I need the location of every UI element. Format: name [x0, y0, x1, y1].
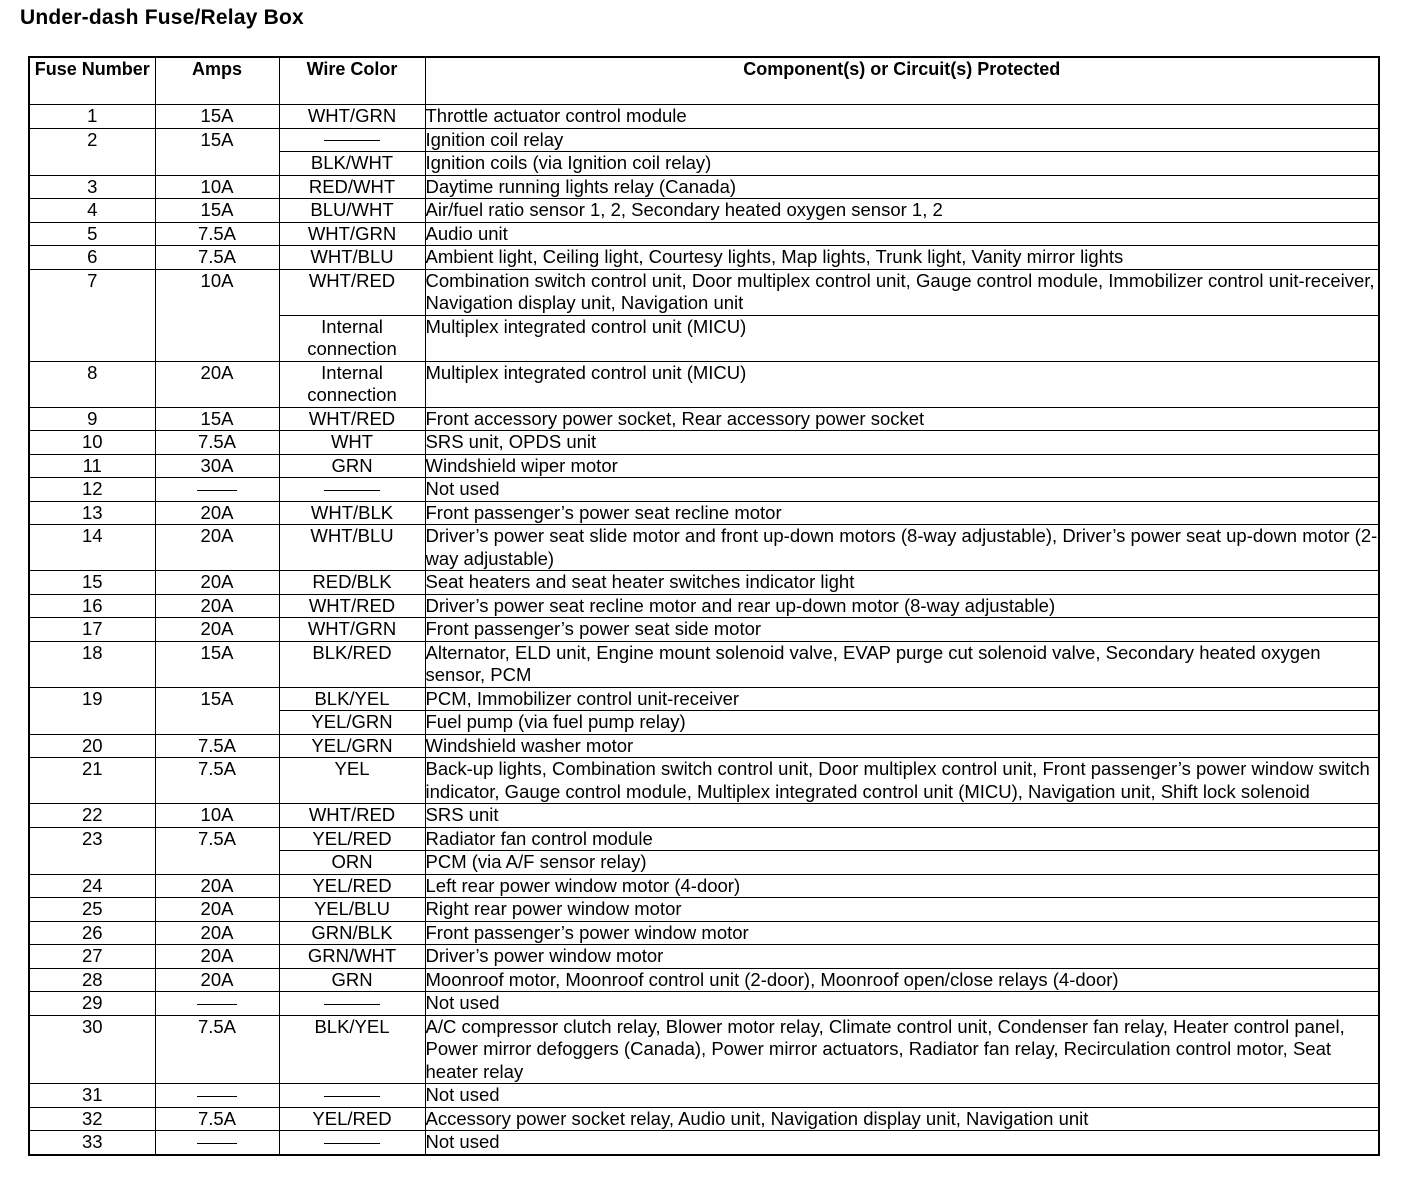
amps-cell: [155, 1084, 279, 1108]
amps-cell: [155, 992, 279, 1016]
table-row: [29, 1131, 1379, 1155]
component-cell: Multiplex integrated control unit (MICU): [425, 315, 1379, 361]
table-row: [29, 758, 1379, 804]
fuse-number-cell: 26: [29, 921, 155, 945]
amps-cell: 15A: [155, 128, 279, 175]
component-cell: Driver’s power window motor: [425, 945, 1379, 969]
wire-color-cell: YEL/GRN: [279, 734, 425, 758]
component-cell: Front accessory power socket, Rear accessory power socket: [425, 407, 1379, 431]
wire-color-cell: WHT/RED: [279, 594, 425, 618]
component-cell: Not used: [425, 1084, 1379, 1108]
table-row: [29, 222, 1379, 246]
table-row: [29, 992, 1379, 1016]
fuse-number-cell: 1: [29, 105, 155, 129]
table-row: [29, 898, 1379, 922]
component-cell: Accessory power socket relay, Audio unit, Navigation display unit, Navigation unit: [425, 1107, 1379, 1131]
fuse-number-cell: 12: [29, 478, 155, 502]
component-cell: Windshield washer motor: [425, 734, 1379, 758]
component-cell: Back-up lights, Combination switch control unit, Door multiplex control unit, Front passenger’s power window switch indicator, Gauge control module, Multiplex integrated control unit (MICU), Navigation unit, Shift lock solenoid: [425, 758, 1379, 804]
table-row: [29, 175, 1379, 199]
component-cell: Air/fuel ratio sensor 1, 2, Secondary heated oxygen sensor 1, 2: [425, 199, 1379, 223]
amps-cell: 7.5A: [155, 222, 279, 246]
amps-cell: 20A: [155, 945, 279, 969]
component-cell: Alternator, ELD unit, Engine mount solenoid valve, EVAP purge cut solenoid valve, Secondary heated oxygen sensor, PCM: [425, 641, 1379, 687]
fuse-number-cell: 25: [29, 898, 155, 922]
component-cell: Front passenger’s power window motor: [425, 921, 1379, 945]
table-row: [29, 431, 1379, 455]
fuse-number-cell: 11: [29, 454, 155, 478]
fuse-number-cell: 10: [29, 431, 155, 455]
component-cell: Right rear power window motor: [425, 898, 1379, 922]
wire-color-cell: GRN/BLK: [279, 921, 425, 945]
component-cell: Not used: [425, 478, 1379, 502]
component-cell: Not used: [425, 1131, 1379, 1155]
fuse-number-cell: 14: [29, 525, 155, 571]
wire-color-cell: YEL/RED: [279, 1107, 425, 1131]
table-row: [29, 1015, 1379, 1084]
wire-color-cell: BLK/WHT: [279, 152, 425, 176]
dash-mark: [324, 1143, 380, 1144]
fuse-number-cell: 31: [29, 1084, 155, 1108]
wire-color-cell: YEL/RED: [279, 827, 425, 851]
amps-cell: 7.5A: [155, 827, 279, 874]
component-cell: Throttle actuator control module: [425, 105, 1379, 129]
amps-cell: 15A: [155, 407, 279, 431]
wire-color-cell: WHT/RED: [279, 269, 425, 315]
table-row: [29, 1084, 1379, 1108]
header-component: Component(s) or Circuit(s) Protected: [425, 57, 1379, 105]
component-cell: Left rear power window motor (4-door): [425, 874, 1379, 898]
dash-mark: [197, 1096, 237, 1097]
amps-cell: 15A: [155, 105, 279, 129]
component-cell: Ambient light, Ceiling light, Courtesy lights, Map lights, Trunk light, Vanity mirror lights: [425, 246, 1379, 270]
amps-cell: 7.5A: [155, 1015, 279, 1084]
fuse-number-cell: 18: [29, 641, 155, 687]
table-row: [29, 454, 1379, 478]
fuse-number-cell: 8: [29, 361, 155, 407]
fuse-number-cell: 15: [29, 571, 155, 595]
amps-cell: 7.5A: [155, 734, 279, 758]
table-row: [29, 571, 1379, 595]
component-cell: Daytime running lights relay (Canada): [425, 175, 1379, 199]
fuse-number-cell: 27: [29, 945, 155, 969]
dash-mark: [324, 140, 380, 141]
component-cell: Audio unit: [425, 222, 1379, 246]
fuse-number-cell: 24: [29, 874, 155, 898]
amps-cell: 10A: [155, 175, 279, 199]
table-row: [29, 641, 1379, 687]
component-cell: SRS unit, OPDS unit: [425, 431, 1379, 455]
table-row: [29, 246, 1379, 270]
wire-color-cell: WHT/GRN: [279, 105, 425, 129]
amps-cell: 15A: [155, 641, 279, 687]
amps-cell: 10A: [155, 804, 279, 828]
wire-color-cell: WHT/GRN: [279, 222, 425, 246]
dash-mark: [324, 490, 380, 491]
component-cell: Ignition coils (via Ignition coil relay): [425, 152, 1379, 176]
fuse-number-cell: 4: [29, 199, 155, 223]
table-row: [29, 407, 1379, 431]
wire-color-cell: [279, 992, 425, 1016]
wire-color-cell: Internal connection: [279, 361, 425, 407]
table-row: [29, 105, 1379, 129]
component-cell: Ignition coil relay: [425, 128, 1379, 152]
fuse-number-cell: 30: [29, 1015, 155, 1084]
fuse-table: [28, 56, 1380, 1156]
wire-color-cell: RED/BLK: [279, 571, 425, 595]
fuse-number-cell: 2: [29, 128, 155, 175]
header-wire-color: Wire Color: [279, 57, 425, 105]
table-row: [29, 827, 1379, 851]
fuse-number-cell: 23: [29, 827, 155, 874]
amps-cell: 7.5A: [155, 246, 279, 270]
wire-color-cell: BLK/RED: [279, 641, 425, 687]
wire-color-cell: GRN: [279, 968, 425, 992]
component-cell: SRS unit: [425, 804, 1379, 828]
amps-cell: 15A: [155, 199, 279, 223]
table-row: [29, 269, 1379, 315]
table-row: [29, 1107, 1379, 1131]
component-cell: PCM (via A/F sensor relay): [425, 851, 1379, 875]
header-amps: Amps: [155, 57, 279, 105]
fuse-number-cell: 6: [29, 246, 155, 270]
dash-mark: [197, 1143, 237, 1144]
table-row: [29, 594, 1379, 618]
component-cell: Combination switch control unit, Door multiplex control unit, Gauge control module, Immobilizer control unit-receiver, Navigation display unit, Navigation unit: [425, 269, 1379, 315]
wire-color-cell: GRN/WHT: [279, 945, 425, 969]
wire-color-cell: YEL/GRN: [279, 711, 425, 735]
wire-color-cell: WHT/BLU: [279, 525, 425, 571]
table-row: [29, 199, 1379, 223]
wire-color-cell: RED/WHT: [279, 175, 425, 199]
table-row: [29, 128, 1379, 152]
wire-color-cell: [279, 128, 425, 152]
wire-color-cell: YEL/RED: [279, 874, 425, 898]
fuse-number-cell: 17: [29, 618, 155, 642]
fuse-number-cell: 22: [29, 804, 155, 828]
page-title: Under-dash Fuse/Relay Box: [20, 6, 304, 29]
component-cell: Front passenger’s power seat recline motor: [425, 501, 1379, 525]
table-row: [29, 618, 1379, 642]
table-row: [29, 734, 1379, 758]
component-cell: PCM, Immobilizer control unit-receiver: [425, 687, 1379, 711]
amps-cell: 20A: [155, 618, 279, 642]
amps-cell: 20A: [155, 921, 279, 945]
table-row: [29, 478, 1379, 502]
table-row: [29, 804, 1379, 828]
wire-color-cell: BLK/YEL: [279, 1015, 425, 1084]
table-row: [29, 687, 1379, 711]
fuse-number-cell: 32: [29, 1107, 155, 1131]
amps-cell: 20A: [155, 571, 279, 595]
table-row: [29, 361, 1379, 407]
wire-color-cell: [279, 1084, 425, 1108]
wire-color-cell: GRN: [279, 454, 425, 478]
fuse-number-cell: 20: [29, 734, 155, 758]
component-cell: Windshield wiper motor: [425, 454, 1379, 478]
amps-cell: 20A: [155, 594, 279, 618]
fuse-number-cell: 5: [29, 222, 155, 246]
fuse-number-cell: 29: [29, 992, 155, 1016]
dash-mark: [324, 1004, 380, 1005]
table-row: [29, 968, 1379, 992]
amps-cell: 20A: [155, 898, 279, 922]
wire-color-cell: WHT/RED: [279, 804, 425, 828]
component-cell: Seat heaters and seat heater switches indicator light: [425, 571, 1379, 595]
component-cell: Driver’s power seat slide motor and front up-down motors (8-way adjustable), Driver’s power seat up-down motor (2-way adjustable): [425, 525, 1378, 569]
wire-color-cell: BLK/YEL: [279, 687, 425, 711]
table-row: [29, 874, 1379, 898]
dash-mark: [197, 1004, 237, 1005]
wire-color-cell: [279, 478, 425, 502]
amps-cell: 30A: [155, 454, 279, 478]
wire-color-cell: WHT: [279, 431, 425, 455]
component-cell: Fuel pump (via fuel pump relay): [425, 711, 1379, 735]
component-cell: Moonroof motor, Moonroof control unit (2-door), Moonroof open/close relays (4-door): [425, 968, 1379, 992]
wire-color-cell: BLU/WHT: [279, 199, 425, 223]
fuse-number-cell: 21: [29, 758, 155, 804]
amps-cell: [155, 1131, 279, 1155]
wire-color-cell: WHT/GRN: [279, 618, 425, 642]
wire-color-cell: YEL: [279, 758, 425, 804]
fuse-number-cell: 33: [29, 1131, 155, 1155]
fuse-number-cell: 19: [29, 687, 155, 734]
amps-cell: 20A: [155, 361, 279, 407]
component-cell: Not used: [425, 992, 1379, 1016]
fuse-table-body: [29, 105, 1379, 1155]
wire-color-cell: ORN: [279, 851, 425, 875]
dash-mark: [197, 490, 237, 491]
wire-color-cell: [279, 1131, 425, 1155]
amps-cell: 15A: [155, 687, 279, 734]
amps-cell: 7.5A: [155, 431, 279, 455]
component-cell: Radiator fan control module: [425, 827, 1379, 851]
table-row: [29, 945, 1379, 969]
wire-color-cell: WHT/RED: [279, 407, 425, 431]
wire-color-cell: WHT/BLU: [279, 246, 425, 270]
amps-cell: 20A: [155, 968, 279, 992]
amps-cell: 20A: [155, 874, 279, 898]
amps-cell: 7.5A: [155, 1107, 279, 1131]
dash-mark: [324, 1096, 380, 1097]
fuse-number-cell: 7: [29, 269, 155, 361]
wire-color-cell: WHT/BLK: [279, 501, 425, 525]
fuse-number-cell: 13: [29, 501, 155, 525]
component-cell: A/C compressor clutch relay, Blower motor relay, Climate control unit, Condenser fan relay, Heater control panel, Power mirror defoggers (Canada), Power mirror actuators, Radiator fan relay, Recirculation control motor, Seat heater relay: [425, 1015, 1379, 1084]
fuse-number-cell: 16: [29, 594, 155, 618]
amps-cell: [155, 478, 279, 502]
fuse-number-cell: 28: [29, 968, 155, 992]
table-row: [29, 921, 1379, 945]
fuse-number-cell: 9: [29, 407, 155, 431]
amps-cell: 20A: [155, 501, 279, 525]
wire-color-cell: Internal connection: [279, 315, 425, 361]
table-header-row: [29, 57, 1379, 105]
fuse-number-cell: 3: [29, 175, 155, 199]
component-cell: Driver’s power seat recline motor and rear up-down motor (8-way adjustable): [425, 594, 1379, 618]
table-row: [29, 525, 1379, 571]
component-cell: Multiplex integrated control unit (MICU): [425, 361, 1379, 407]
component-cell: Front passenger’s power seat side motor: [425, 618, 1379, 642]
wire-color-cell: YEL/BLU: [279, 898, 425, 922]
amps-cell: 20A: [155, 525, 279, 571]
header-fuse-number: Fuse Number: [29, 57, 155, 105]
amps-cell: 10A: [155, 269, 279, 361]
amps-cell: 7.5A: [155, 758, 279, 804]
table-row: [29, 501, 1379, 525]
